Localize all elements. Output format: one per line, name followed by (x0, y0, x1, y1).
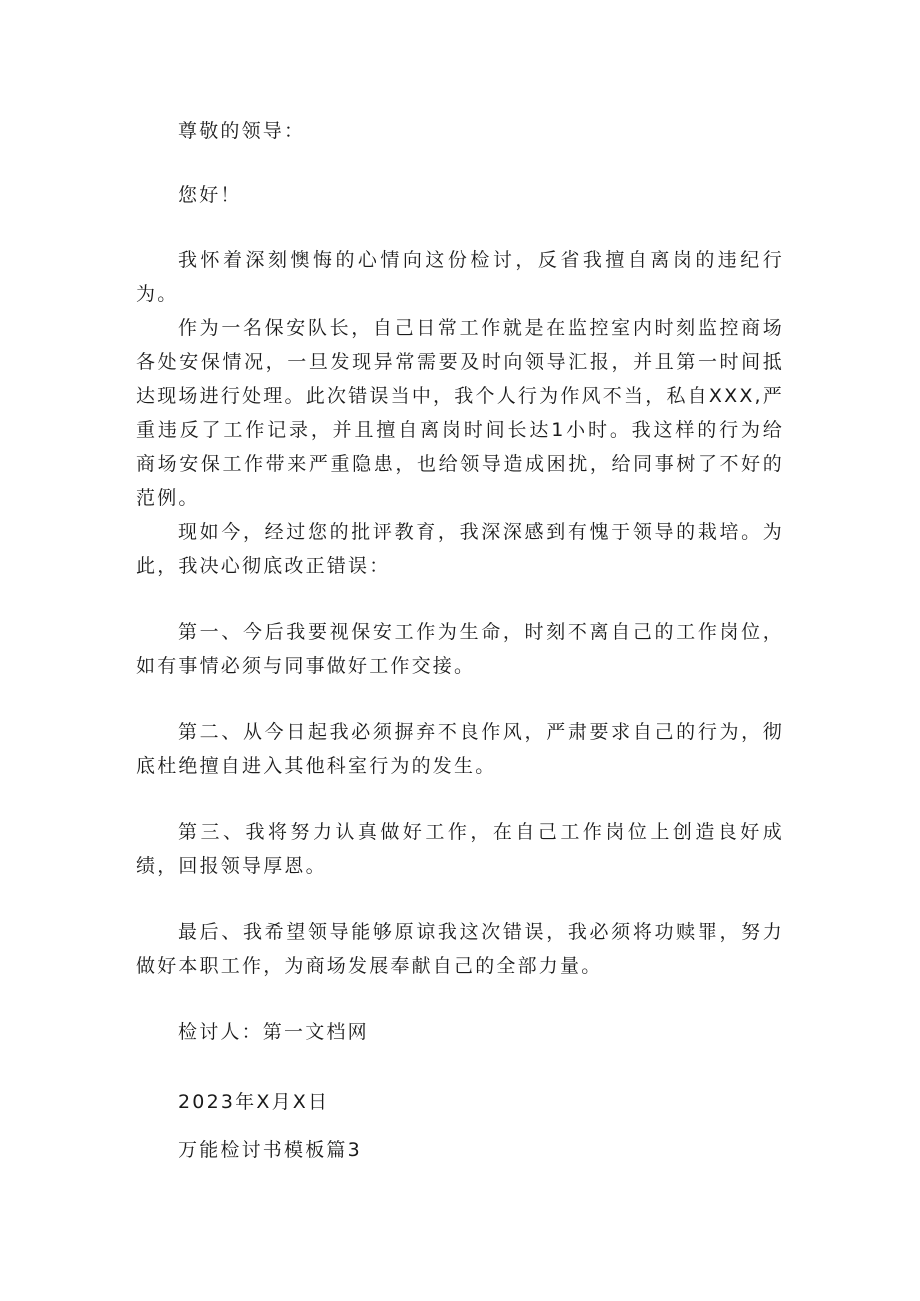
greeting: 您好！ (178, 184, 242, 206)
next-section-heading: 万能检讨书模板篇3 (178, 1139, 362, 1161)
salutation: 尊敬的领导： (178, 120, 306, 142)
paragraph-point-two: 第二、从今日起我必须摒弃不良作风，严肃要求自己的行为，彻底杜绝擅自进入其他科室行为的发生。 (136, 721, 784, 777)
paragraph-closing: 最后、我希望领导能够原谅我这次错误，我必须将功赎罪，努力做好本职工作，为商场发展奉献自己的全部力量。 (136, 921, 784, 977)
paragraph-background: 作为一名保安队长，自己日常工作就是在监控室内时刻监控商场各处安保情况，一旦发现异常需要及时向领导汇报，并且第一时间抵达现场进行处理。此次错误当中，我个人行为作风不当，私自XXX,严重违反了工作记录，并且擅自离岗时间长达1小时。我这样的行为给商场安保工作带来严重隐患，也给领导造成困扰，给同事树了不好的范例。 (136, 317, 784, 509)
signature: 检讨人：第一文档网 (178, 1021, 369, 1043)
paragraph-point-one: 第一、今后我要视保安工作为生命，时刻不离自己的工作岗位，如有事情必须与同事做好工作交接。 (136, 621, 784, 677)
paragraph-point-three: 第三、我将努力认真做好工作，在自己工作岗位上创造良好成绩，回报领导厚恩。 (136, 821, 784, 877)
paragraph-intro: 我怀着深刻懊悔的心情向这份检讨，反省我擅自离岗的违纪行为。 (136, 249, 784, 305)
paragraph-resolution: 现如今，经过您的批评教育，我深深感到有愧于领导的栽培。为此，我决心彻底改正错误： (136, 521, 784, 577)
date: 2023年X月X日 (178, 1091, 330, 1113)
